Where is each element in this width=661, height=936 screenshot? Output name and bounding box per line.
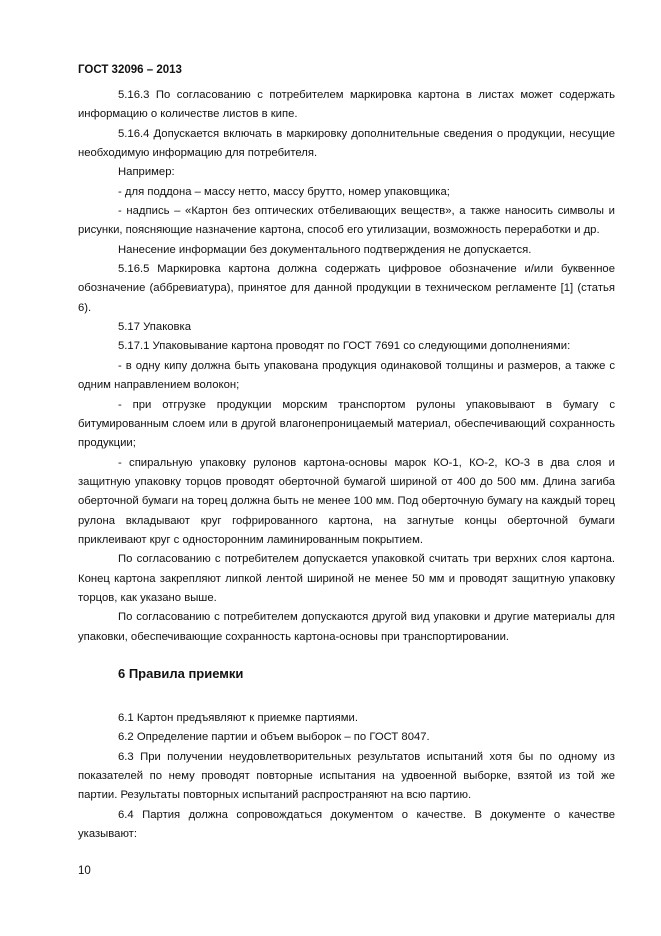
paragraph: - при отгрузке продукции морским транспортом рулоны упаковывают в бумагу с битумированным слоем или в другой влагонепроницаемый материал, обеспечивающий сохранность продукции; xyxy=(78,398,615,450)
paragraph: Например: xyxy=(118,166,175,179)
paragraph: 6.3 При получении неудовлетворительных результатов испытаний хотя бы по одному из показателей по нему проводят повторные испытания на удвоенной выборке, взятой из той же партии. Результаты повторных испытаний распространяют на всю партию. xyxy=(78,750,615,802)
paragraph: - в одну кипу должна быть упакована продукция одинаковой толщины и размеров, а также с одним направлением волокон; xyxy=(78,359,615,392)
document-header: ГОСТ 32096 – 2013 xyxy=(78,64,182,76)
paragraph: - для поддона – массу нетто, массу брутто, номер упаковщика; xyxy=(118,185,450,198)
paragraph: По согласованию с потребителем допускаются другой вид упаковки и другие материалы для упаковки, обеспечивающие сохранность картона-основы при транспортировании. xyxy=(78,611,615,643)
page-number: 10 xyxy=(78,865,91,877)
paragraph: 5.16.4 Допускается включать в маркировку дополнительные сведения о продукции, несущие необходимую информацию для потребителя. xyxy=(78,127,615,160)
paragraph: - надпись – «Картон без оптических отбеливающих веществ», а также наносить символы и рисунки, поясняющие назначение картона, способ его утилизации, возможность переработки и др. xyxy=(78,205,615,237)
paragraph: 5.17.1 Упаковывание картона проводят по ГОСТ 7691 со следующими дополнениями: xyxy=(118,340,571,353)
paragraph: 5.17 Упаковка xyxy=(118,321,192,334)
paragraph: Нанесение информации без документального подтверждения не допускается. xyxy=(118,243,532,256)
paragraph: 5.16.5 Маркировка картона должна содержать цифровое обозначение и/или буквенное обозначение (аббревиатура), принятое для данной продукции в техническом регламенте [1] (статья 6). xyxy=(78,263,615,314)
paragraph: - спиральную упаковку рулонов картона-основы марок КО-1, КО-2, КО-3 в два слоя и защитную упаковку торцов проводят оберточной бумагой шириной от 400 до 500 мм. Длина загиба оберточной бумаги на торец должна быть не менее 100 мм. Под оберточную бумагу на каждый торец рулона вкладывают круг гофрированного картона, на загнутые концы оберточной бумаги приклеивают круг с односторонним ламинированным покрытием. xyxy=(78,456,615,546)
paragraph: 6.4 Партия должна сопровождаться документом о качестве. В документе о качестве указывают: xyxy=(78,808,615,841)
paragraph: 5.16.3 По согласованию с потребителем маркировка картона в листах может содержать информацию о количестве листов в кипе. xyxy=(78,89,615,121)
paragraph: 6.1 Картон предъявляют к приемке партиями. xyxy=(118,712,358,724)
section-6-body xyxy=(78,709,615,844)
section-heading: 6 Правила приемки xyxy=(118,666,244,681)
section-5-body xyxy=(78,86,615,647)
paragraph: 6.2 Определение партии и объем выборок – по ГОСТ 8047. xyxy=(118,731,430,744)
paragraph: По согласованию с потребителем допускается упаковкой считать три верхних слоя картона. Конец картона закрепляют липкой лентой шириной не менее 50 мм и проводят защитную упаковку торцов, как указано выше. xyxy=(78,553,615,604)
